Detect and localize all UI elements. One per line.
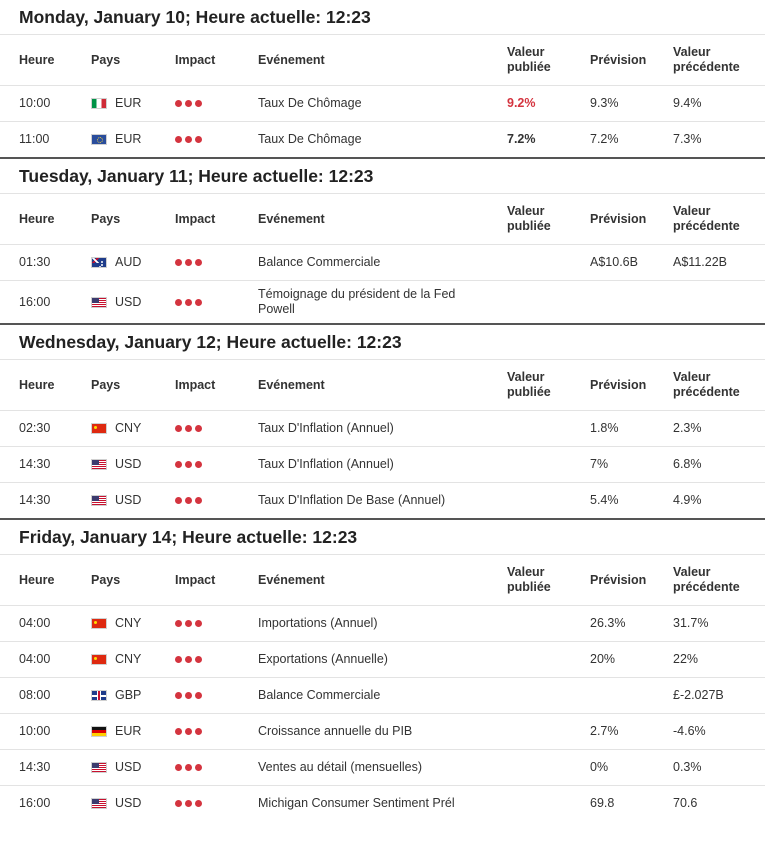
impact-dot-icon (175, 136, 182, 143)
header-time-label: Heure (19, 211, 55, 226)
event-actual (488, 678, 571, 714)
event-impact (156, 122, 239, 158)
event-previous: 22% (654, 642, 765, 678)
header-previous (654, 360, 765, 411)
event-forecast: 1.8% (571, 411, 654, 447)
currency-code: GBP (115, 688, 142, 702)
impact-dot-icon (185, 656, 192, 663)
header-actual (488, 360, 571, 411)
event-impact (156, 86, 239, 122)
impact-indicator (175, 728, 202, 735)
header-actual-label: Valeur (507, 204, 545, 218)
header-actual-label: publiée (507, 60, 551, 74)
header-impact (156, 35, 239, 86)
event-name: Taux D'Inflation De Base (Annuel) (239, 483, 488, 519)
impact-dot-icon (175, 692, 182, 699)
event-previous: A$11.22B (654, 245, 765, 281)
event-actual (488, 411, 571, 447)
event-previous: £-2.027B (654, 678, 765, 714)
header-forecast (571, 555, 654, 606)
event-previous: 70.6 (654, 786, 765, 822)
header-previous (654, 35, 765, 86)
event-row[interactable] (0, 447, 765, 483)
event-time: 04:00 (0, 642, 72, 678)
event-row[interactable] (0, 245, 765, 281)
header-country (72, 555, 156, 606)
event-actual (488, 606, 571, 642)
country-cell (91, 796, 156, 811)
uk-flag-icon (91, 690, 107, 701)
usa-flag-icon (91, 297, 107, 308)
impact-dot-icon (175, 461, 182, 468)
header-previous-label: précédente (673, 580, 740, 594)
header-event-label: Evénement (258, 52, 325, 67)
event-actual (488, 483, 571, 519)
header-country-label: Pays (91, 211, 121, 226)
event-time: 16:00 (0, 786, 72, 822)
event-impact (156, 281, 239, 324)
impact-indicator (175, 461, 202, 468)
impact-dot-icon (175, 728, 182, 735)
event-impact (156, 483, 239, 519)
impact-dot-icon (185, 461, 192, 468)
impact-indicator (175, 800, 202, 807)
currency-code: CNY (115, 421, 142, 435)
event-impact (156, 642, 239, 678)
event-forecast: 7% (571, 447, 654, 483)
event-name: Taux D'Inflation (Annuel) (239, 447, 488, 483)
impact-dot-icon (185, 728, 192, 735)
event-name: Exportations (Annuelle) (239, 642, 488, 678)
impact-dot-icon (195, 728, 202, 735)
impact-indicator (175, 620, 202, 627)
event-forecast: 20% (571, 642, 654, 678)
event-forecast: 5.4% (571, 483, 654, 519)
header-country-label: Pays (91, 52, 121, 67)
impact-dot-icon (175, 656, 182, 663)
event-forecast (571, 678, 654, 714)
event-impact (156, 245, 239, 281)
impact-dot-icon (195, 656, 202, 663)
country-cell (91, 421, 156, 436)
header-event-label: Evénement (258, 211, 325, 226)
event-row[interactable] (0, 483, 765, 519)
usa-flag-icon (91, 495, 107, 506)
impact-dot-icon (195, 620, 202, 627)
header-impact (156, 194, 239, 245)
header-impact (156, 555, 239, 606)
australia-flag-icon (91, 257, 107, 268)
event-row[interactable] (0, 86, 765, 122)
impact-indicator (175, 764, 202, 771)
event-row[interactable] (0, 122, 765, 158)
header-forecast (571, 194, 654, 245)
event-actual: 7.2% (488, 122, 571, 158)
event-impact (156, 411, 239, 447)
header-event-label: Evénement (258, 572, 325, 587)
table-header-row (0, 35, 765, 86)
usa-flag-icon (91, 798, 107, 809)
header-previous-label: précédente (673, 219, 740, 233)
impact-dot-icon (175, 497, 182, 504)
day-header: Monday, January 10; Heure actuelle: 12:23 (19, 6, 371, 27)
china-flag-icon (91, 423, 107, 434)
table-header-row (0, 360, 765, 411)
impact-dot-icon (195, 764, 202, 771)
header-forecast-label: Prévision (590, 52, 647, 67)
eu-flag-icon (91, 134, 107, 145)
header-forecast-label: Prévision (590, 377, 647, 392)
event-actual (488, 642, 571, 678)
impact-dot-icon (195, 136, 202, 143)
event-actual (488, 714, 571, 750)
event-actual: 9.2% (488, 86, 571, 122)
country-cell (91, 616, 156, 631)
event-forecast: 0% (571, 750, 654, 786)
impact-indicator (175, 656, 202, 663)
event-actual (488, 245, 571, 281)
events-table (0, 34, 765, 157)
event-country (72, 411, 156, 447)
impact-indicator (175, 100, 202, 107)
event-previous: 0.3% (654, 750, 765, 786)
impact-dot-icon (175, 620, 182, 627)
event-time: 08:00 (0, 678, 72, 714)
event-country (72, 86, 156, 122)
header-impact-label: Impact (175, 572, 216, 587)
event-country (72, 483, 156, 519)
event-forecast: 26.3% (571, 606, 654, 642)
impact-dot-icon (185, 299, 192, 306)
country-cell (91, 493, 156, 508)
country-cell (91, 132, 156, 147)
impact-dot-icon (175, 259, 182, 266)
currency-code: AUD (115, 255, 142, 269)
header-impact (156, 360, 239, 411)
header-actual-label: Valeur (507, 45, 545, 59)
header-actual (488, 194, 571, 245)
event-actual (488, 447, 571, 483)
event-country (72, 245, 156, 281)
events-table (0, 193, 765, 323)
event-name: Témoignage du président de la Fed Powell (239, 281, 488, 324)
header-previous-label: Valeur (673, 45, 711, 59)
event-name: Taux De Chômage (239, 122, 488, 158)
impact-dot-icon (175, 425, 182, 432)
impact-indicator (175, 497, 202, 504)
event-name: Balance Commerciale (239, 245, 488, 281)
italy-flag-icon (91, 98, 107, 109)
event-impact (156, 606, 239, 642)
event-actual (488, 750, 571, 786)
event-forecast: 7.2% (571, 122, 654, 158)
day-header: Tuesday, January 11; Heure actuelle: 12:23 (0, 157, 765, 193)
country-cell (91, 255, 156, 270)
event-country (72, 281, 156, 324)
event-time: 01:30 (0, 245, 72, 281)
event-name: Taux D'Inflation (Annuel) (239, 411, 488, 447)
event-previous (654, 281, 765, 324)
header-impact-label: Impact (175, 52, 216, 67)
header-forecast (571, 35, 654, 86)
impact-dot-icon (195, 425, 202, 432)
currency-code: EUR (115, 724, 142, 738)
event-name: Michigan Consumer Sentiment Prél (239, 786, 488, 822)
header-previous-label: Valeur (673, 370, 711, 384)
header-actual-label: Valeur (507, 565, 545, 579)
country-cell (91, 457, 156, 472)
event-impact (156, 786, 239, 822)
event-actual (488, 786, 571, 822)
china-flag-icon (91, 654, 107, 665)
impact-dot-icon (195, 461, 202, 468)
event-previous: 6.8% (654, 447, 765, 483)
header-actual-label: publiée (507, 219, 551, 233)
currency-code: USD (115, 294, 142, 309)
event-previous: 2.3% (654, 411, 765, 447)
event-country (72, 678, 156, 714)
table-header-row (0, 555, 765, 606)
header-time (0, 360, 72, 411)
header-impact-label: Impact (175, 211, 216, 226)
event-row[interactable] (0, 411, 765, 447)
germany-flag-icon (91, 726, 107, 737)
event-row[interactable] (0, 606, 765, 642)
event-row[interactable] (0, 642, 765, 678)
event-row[interactable] (0, 714, 765, 750)
impact-dot-icon (185, 764, 192, 771)
header-previous-label: Valeur (673, 204, 711, 218)
currency-code: USD (115, 760, 142, 774)
header-actual (488, 35, 571, 86)
header-actual (488, 555, 571, 606)
header-event (239, 194, 488, 245)
china-flag-icon (91, 618, 107, 629)
event-row[interactable] (0, 678, 765, 714)
header-previous (654, 555, 765, 606)
impact-dot-icon (195, 299, 202, 306)
country-cell (91, 724, 156, 739)
events-table (0, 359, 765, 518)
currency-code: EUR (115, 96, 142, 110)
event-country (72, 786, 156, 822)
event-previous: 31.7% (654, 606, 765, 642)
event-country (72, 714, 156, 750)
impact-indicator (175, 136, 202, 143)
header-forecast-label: Prévision (590, 572, 647, 587)
header-forecast-label: Prévision (590, 211, 647, 226)
impact-dot-icon (175, 100, 182, 107)
header-time (0, 555, 72, 606)
impact-dot-icon (195, 692, 202, 699)
header-actual-label: publiée (507, 385, 551, 399)
event-impact (156, 714, 239, 750)
country-cell (91, 760, 156, 775)
event-forecast: 2.7% (571, 714, 654, 750)
event-country (72, 606, 156, 642)
header-country-label: Pays (91, 377, 121, 392)
header-event-label: Evénement (258, 377, 325, 392)
table-header-row (0, 194, 765, 245)
header-country-label: Pays (91, 572, 121, 587)
event-name: Balance Commerciale (239, 678, 488, 714)
event-name: Ventes au détail (mensuelles) (239, 750, 488, 786)
currency-code: EUR (115, 132, 142, 146)
event-impact (156, 447, 239, 483)
header-previous (654, 194, 765, 245)
header-previous-label: précédente (673, 385, 740, 399)
header-time-label: Heure (19, 377, 55, 392)
event-name: Taux De Chômage (239, 86, 488, 122)
impact-indicator (175, 425, 202, 432)
impact-dot-icon (195, 259, 202, 266)
event-country (72, 122, 156, 158)
impact-indicator (175, 692, 202, 699)
impact-dot-icon (175, 800, 182, 807)
event-name: Croissance annuelle du PIB (239, 714, 488, 750)
country-cell (91, 96, 156, 111)
event-time: 10:00 (0, 86, 72, 122)
header-time (0, 194, 72, 245)
event-previous: -4.6% (654, 714, 765, 750)
impact-dot-icon (185, 259, 192, 266)
header-previous-label: précédente (673, 60, 740, 74)
header-event (239, 360, 488, 411)
event-time: 11:00 (0, 122, 72, 158)
event-name: Importations (Annuel) (239, 606, 488, 642)
day-header: Wednesday, January 12; Heure actuelle: 12:23 (0, 323, 765, 359)
events-table (0, 554, 765, 821)
impact-dot-icon (185, 692, 192, 699)
header-previous-label: Valeur (673, 565, 711, 579)
event-time: 14:30 (0, 750, 72, 786)
usa-flag-icon (91, 459, 107, 470)
header-country (72, 194, 156, 245)
event-time: 14:30 (0, 483, 72, 519)
day-header: Friday, January 14; Heure actuelle: 12:23 (0, 518, 765, 554)
header-time-label: Heure (19, 572, 55, 587)
event-country (72, 642, 156, 678)
currency-code: USD (115, 493, 142, 507)
impact-dot-icon (185, 620, 192, 627)
header-forecast (571, 360, 654, 411)
event-time: 04:00 (0, 606, 72, 642)
event-row[interactable] (0, 750, 765, 786)
event-impact (156, 750, 239, 786)
impact-dot-icon (185, 425, 192, 432)
header-impact-label: Impact (175, 377, 216, 392)
event-previous: 7.3% (654, 122, 765, 158)
header-country (72, 35, 156, 86)
usa-flag-icon (91, 762, 107, 773)
event-row[interactable] (0, 786, 765, 822)
impact-dot-icon (195, 497, 202, 504)
country-cell (91, 295, 156, 310)
impact-dot-icon (175, 299, 182, 306)
impact-dot-icon (195, 800, 202, 807)
country-cell (91, 652, 156, 667)
header-time (0, 35, 72, 86)
event-forecast: 9.3% (571, 86, 654, 122)
event-forecast: 69.8 (571, 786, 654, 822)
impact-dot-icon (185, 136, 192, 143)
header-time-label: Heure (19, 52, 55, 67)
impact-dot-icon (175, 764, 182, 771)
header-actual-label: Valeur (507, 370, 545, 384)
event-forecast (571, 281, 654, 324)
impact-indicator (175, 299, 202, 306)
country-cell (91, 688, 156, 703)
currency-code: CNY (115, 616, 142, 630)
impact-dot-icon (185, 497, 192, 504)
currency-code: CNY (115, 652, 142, 666)
currency-code: USD (115, 457, 142, 471)
event-country (72, 750, 156, 786)
event-time: 16:00 (0, 281, 72, 324)
event-previous: 9.4% (654, 86, 765, 122)
event-time: 10:00 (0, 714, 72, 750)
event-country (72, 447, 156, 483)
event-time: 14:30 (0, 447, 72, 483)
currency-code: USD (115, 796, 142, 810)
event-previous: 4.9% (654, 483, 765, 519)
header-event (239, 555, 488, 606)
event-impact (156, 678, 239, 714)
event-row[interactable] (0, 281, 765, 324)
impact-dot-icon (195, 100, 202, 107)
event-time: 02:30 (0, 411, 72, 447)
event-actual (488, 281, 571, 324)
header-country (72, 360, 156, 411)
header-actual-label: publiée (507, 580, 551, 594)
event-forecast: A$10.6B (571, 245, 654, 281)
impact-indicator (175, 259, 202, 266)
impact-dot-icon (185, 800, 192, 807)
impact-dot-icon (185, 100, 192, 107)
header-event (239, 35, 488, 86)
